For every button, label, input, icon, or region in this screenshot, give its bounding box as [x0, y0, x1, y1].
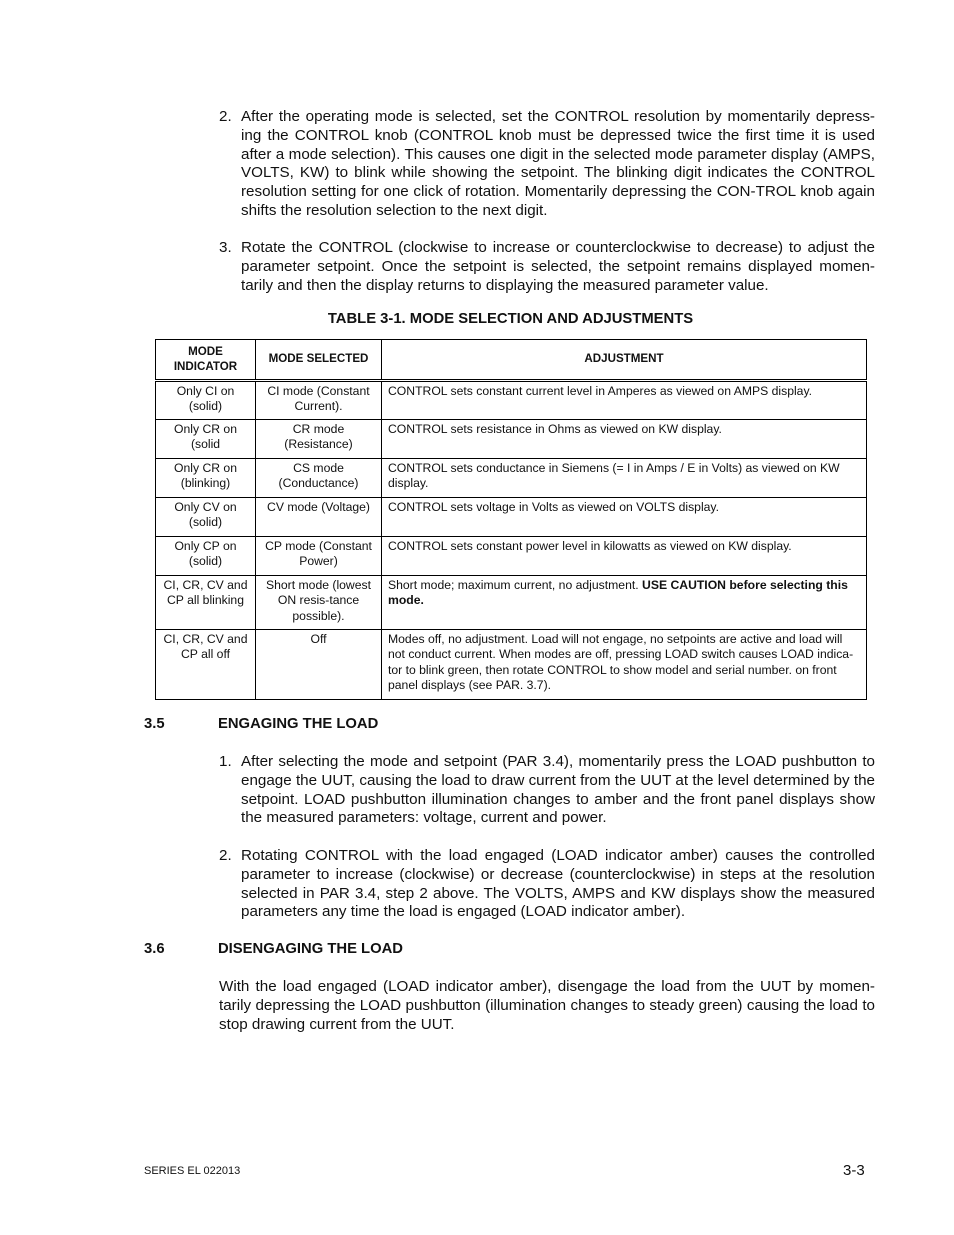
mode-selected-cell: CR mode (Resistance): [256, 420, 382, 459]
section-number: 3.5: [144, 716, 165, 732]
step-number: 2.: [219, 847, 232, 864]
step-number: 2.: [219, 108, 232, 125]
adjustment-cell: CONTROL sets voltage in Volts as viewed on VOLTS display.: [382, 498, 867, 537]
adjustment-text: Short mode; maximum current, no adjustment.: [388, 578, 643, 592]
step-2-paragraph: [219, 108, 875, 221]
mode-indicator-cell: Only CV on (solid): [156, 498, 256, 537]
table-row: [156, 498, 867, 537]
adjustment-cell: CONTROL sets resistance in Ohms as viewed on KW display.: [382, 420, 867, 459]
adjustment-cell: CONTROL sets constant current level in Amperes as viewed on AMPS display.: [382, 381, 867, 420]
mode-selected-cell: Short mode (lowest ON resis-tance possible).: [256, 576, 382, 630]
step-number: 3.: [219, 239, 232, 256]
step-number: 1.: [219, 753, 232, 770]
section-3-6-paragraph: With the load engaged (LOAD indicator amber), disengage the load from the UUT by momen-tarily depressing the LOAD pushbutton (illumination changes to steady green) causing the load to stop drawing current from the UUT.: [219, 978, 875, 1033]
caution-text: USE CAUTION before selecting this mode.: [388, 578, 848, 608]
table-title: TABLE 3-1. MODE SELECTION AND ADJUSTMENTS: [327, 311, 694, 327]
footer-series-label: SERIES EL 022013: [144, 1165, 241, 1177]
header-mode-selected: MODE SELECTED: [256, 340, 382, 381]
mode-selected-cell: Off: [256, 630, 382, 700]
section-3-5-step-1: [219, 753, 875, 828]
section-number: 3.6: [144, 941, 165, 957]
table-row: [156, 381, 867, 420]
step-text: Rotate the CONTROL (clockwise to increase or counterclockwise to decrease) to adjust the parameter setpoint. Once the setpoint is selected, the setpoint remains displayed momen-tarily and then the display returns to displaying the measured parameter value.: [241, 239, 875, 294]
step-text: Rotating CONTROL with the load engaged (LOAD indicator amber) causes the controlled parameter to increase (clockwise) or decrease (counterclockwise) in steps at the resolution selected in PAR 3.4, step 2 above. The VOLTS, AMPS and KW displays show the measured parameters any time the load is engaged (LOAD indicator amber).: [241, 847, 875, 921]
adjustment-cell: [382, 576, 867, 630]
adjustment-cell: Modes off, no adjustment. Load will not engage, no setpoints are active and load will not conduct current. When modes are off, pressing LOAD switch causes LOAD indica-tor to blink green, then rotate CONTROL to show model and serial number. on front panel displays (see PAR. 3.7).: [382, 630, 867, 700]
mode-indicator-cell: CI, CR, CV and CP all off: [156, 630, 256, 700]
mode-selected-cell: CS mode (Conductance): [256, 459, 382, 498]
section-3-5-step-2: [219, 847, 875, 922]
table-row: [156, 576, 867, 630]
table-row: [156, 537, 867, 576]
step-text: After selecting the mode and setpoint (PAR 3.4), momentarily press the LOAD pushbutton to engage the UUT, causing the load to draw current from the UUT at the level determined by the setpoint. LOAD pushbutton illumination changes to amber and the front panel displays show the measured parameters: voltage, current and power.: [241, 753, 875, 827]
mode-selection-table: [155, 339, 867, 700]
mode-indicator-cell: CI, CR, CV and CP all blinking: [156, 576, 256, 630]
table-header-row: [156, 340, 867, 381]
header-adjustment: ADJUSTMENT: [382, 340, 867, 381]
adjustment-cell: CONTROL sets constant power level in kilowatts as viewed on KW display.: [382, 537, 867, 576]
mode-indicator-cell: Only CR on (solid: [156, 420, 256, 459]
mode-selected-cell: CP mode (Constant Power): [256, 537, 382, 576]
mode-selected-cell: CV mode (Voltage): [256, 498, 382, 537]
mode-selected-cell: CI mode (Constant Current).: [256, 381, 382, 420]
header-mode-indicator: MODE INDICATOR: [156, 340, 256, 381]
step-text: After the operating mode is selected, set the CONTROL resolution by momentarily depress-ing the CONTROL knob (CONTROL knob must be depressed twice the first time it is used after a mode selection). This causes one digit in the selected mode parameter display (AMPS, VOLTS, KW) to blink while showing the setpoint. The blinking digit indicates the CONTROL resolution setting for one click of rotation. Momentarily depressing the CON-TROL knob again shifts the resolution selection to the next digit.: [241, 108, 875, 219]
table-row: [156, 420, 867, 459]
section-title: ENGAGING THE LOAD: [218, 716, 379, 732]
page-number: 3-3: [843, 1162, 865, 1179]
table-row: [156, 630, 867, 700]
step-3-paragraph: [219, 239, 875, 295]
adjustment-cell: CONTROL sets conductance in Siemens (= I in Amps / E in Volts) as viewed on KW display.: [382, 459, 867, 498]
mode-indicator-cell: Only CR on (blinking): [156, 459, 256, 498]
table-row: [156, 459, 867, 498]
section-title: DISENGAGING THE LOAD: [218, 941, 403, 957]
mode-indicator-cell: Only CP on (solid): [156, 537, 256, 576]
mode-indicator-cell: Only CI on (solid): [156, 381, 256, 420]
